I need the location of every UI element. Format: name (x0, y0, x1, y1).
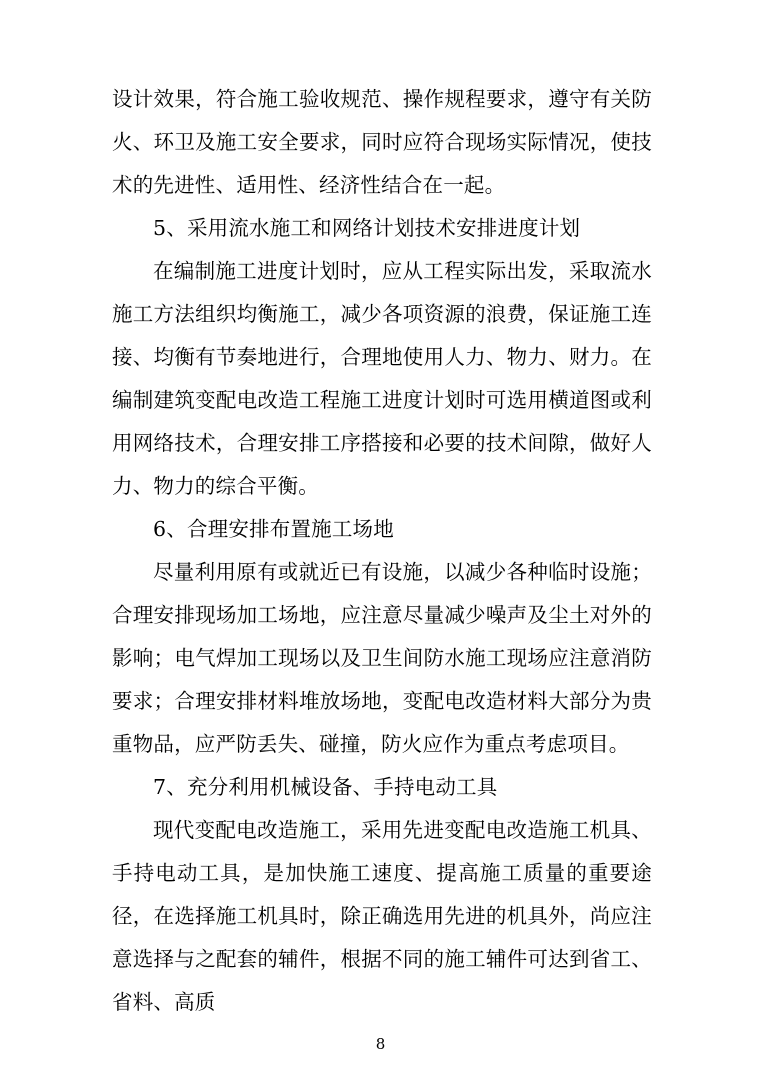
paragraph-1: 设计效果，符合施工验收规范、操作规程要求，遵守有关防火、环卫及施工安全要求，同时应符合现场实际情况，使技术的先进性、适用性、经济性结合在一起。 (112, 87, 652, 197)
paragraph-heading-6: 6、合理安排布置施工场地 (153, 517, 394, 541)
paragraph-heading-5: 5、采用流水施工和网络计划技术安排进度计划 (153, 216, 581, 240)
paragraph-4: 现代变配电改造施工，采用先进变配电改造施工机具、手持电动工具，是加快施工速度、提高施工质量的重要途径，在选择施工机具时，除正确选用先进的机具外，尚应注意选择与之配套的辅件，根据不同的施工辅件可达到省工、省料、高质 (112, 818, 652, 1014)
paragraph-3: 尽量利用原有或就近已有设施，以减少各种临时设施；合理安排现场加工场地，应注意尽量减少噪声及尘土对外的影响；电气焊加工现场以及卫生间防水施工现场应注意消防要求；合理安排材料堆放场地，变配电改造材料大部分为贵重物品，应严防丢失、碰撞，防火应作为重点考虑项目。 (112, 560, 652, 756)
page-number: 8 (375, 1035, 386, 1053)
paragraph-2: 在编制施工进度计划时，应从工程实际出发，采取流水施工方法组织均衡施工，减少各项资源的浪费，保证施工连接、均衡有节奏地进行，合理地使用人力、物力、财力。在编制建筑变配电改造工程施工进度计划时可选用横道图或利用网络技术，合理安排工序搭接和必要的技术间隙，做好人力、物力的综合平衡。 (112, 259, 652, 498)
paragraph-heading-7: 7、充分利用机械设备、手持电动工具 (153, 775, 498, 799)
document-body (112, 78, 652, 1024)
